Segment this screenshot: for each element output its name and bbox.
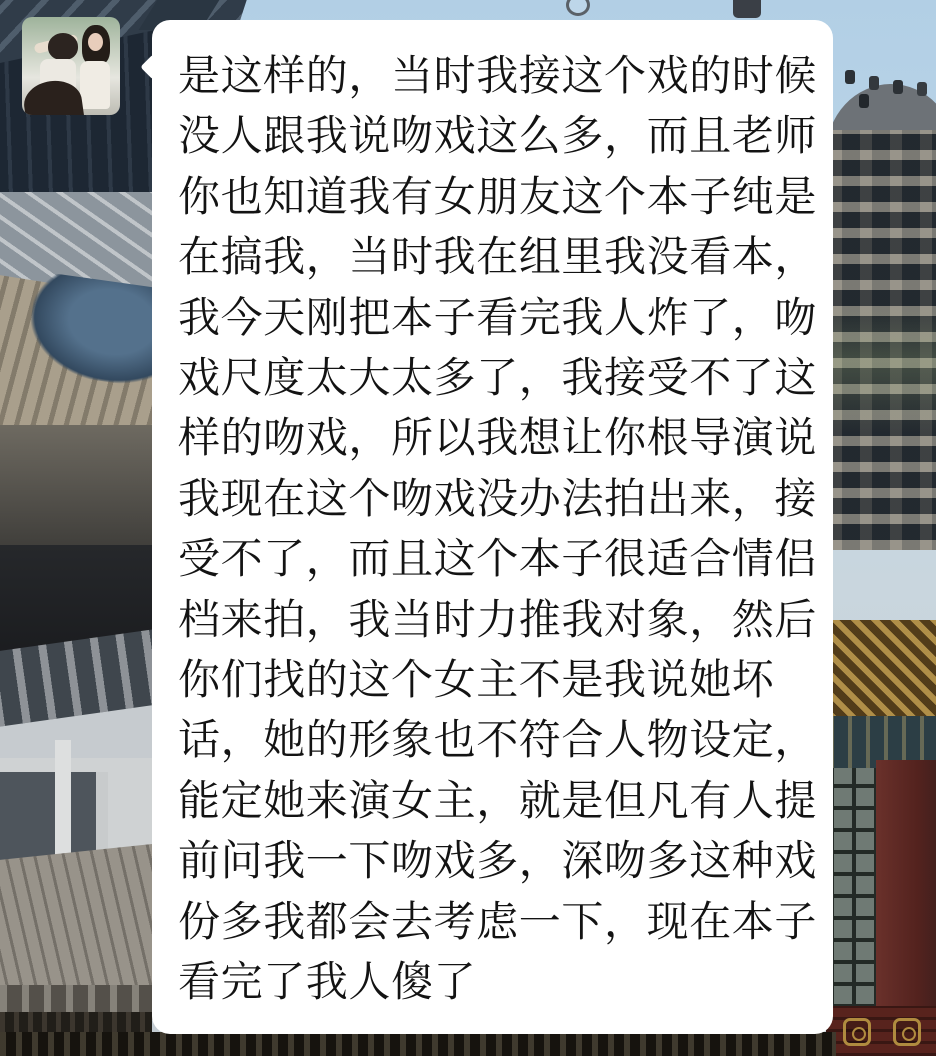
bg-ridge-ornaments: [845, 70, 855, 84]
bg-gold-carving-band: [830, 620, 936, 718]
message-line: 档来拍，我当时力推我对象，然后: [178, 595, 818, 643]
message-line: 你也知道我有女朋友这个本子纯是: [178, 172, 818, 220]
bg-gold-medallion-icon: [843, 1018, 871, 1046]
bg-blue-tarp: [24, 271, 172, 389]
bg-dougong-brackets: [830, 130, 936, 550]
bg-gold-medallion-icon: [893, 1018, 921, 1046]
bg-roof-shadow: [0, 425, 152, 560]
bg-bottom-tiles: [0, 1032, 836, 1056]
message-line: 没人跟我说吻戏这么多，而且老师: [178, 112, 818, 160]
avatar-person-left-hair: [48, 33, 78, 60]
avatar-person-right-body: [80, 61, 110, 109]
message-line: 话，她的形象也不符合人物设定，: [178, 716, 818, 764]
message-line: 戏尺度太大太多了，我接受不了这: [178, 354, 818, 402]
message-line: 受不了，而且这个本子很适合情侣: [178, 535, 818, 583]
message-line: 能定她来演女主，就是但凡有人提: [178, 776, 818, 824]
avatar-person-right-face: [88, 33, 103, 51]
message-text: [152, 20, 833, 1013]
bg-spire-finial: [566, 0, 590, 16]
message-line: 我今天刚把本子看完我人炸了，吻: [178, 293, 818, 341]
message-line: 在搞我，当时我在组里我没看本，: [178, 233, 818, 281]
bg-dark-post: [733, 0, 761, 18]
message-line: 份多我都会去考虑一下，现在本子: [178, 897, 818, 945]
bg-red-pillar: [876, 760, 936, 1010]
message-line: 是这样的，当时我接这个戏的时候: [178, 52, 818, 99]
message-line: 前问我一下吻戏多，深吻多这种戏: [178, 837, 818, 885]
message-line: 你们找的这个女主不是我说她坏: [178, 656, 775, 704]
message-line: 我现在这个吻戏没办法拍出来，接: [178, 474, 818, 522]
message-bubble[interactable]: [152, 20, 833, 1034]
message-line: 样的吻戏，所以我想让你根导演说: [178, 414, 818, 462]
message-line: 看完了我人傻了: [178, 958, 477, 1006]
sender-avatar[interactable]: [22, 17, 120, 115]
